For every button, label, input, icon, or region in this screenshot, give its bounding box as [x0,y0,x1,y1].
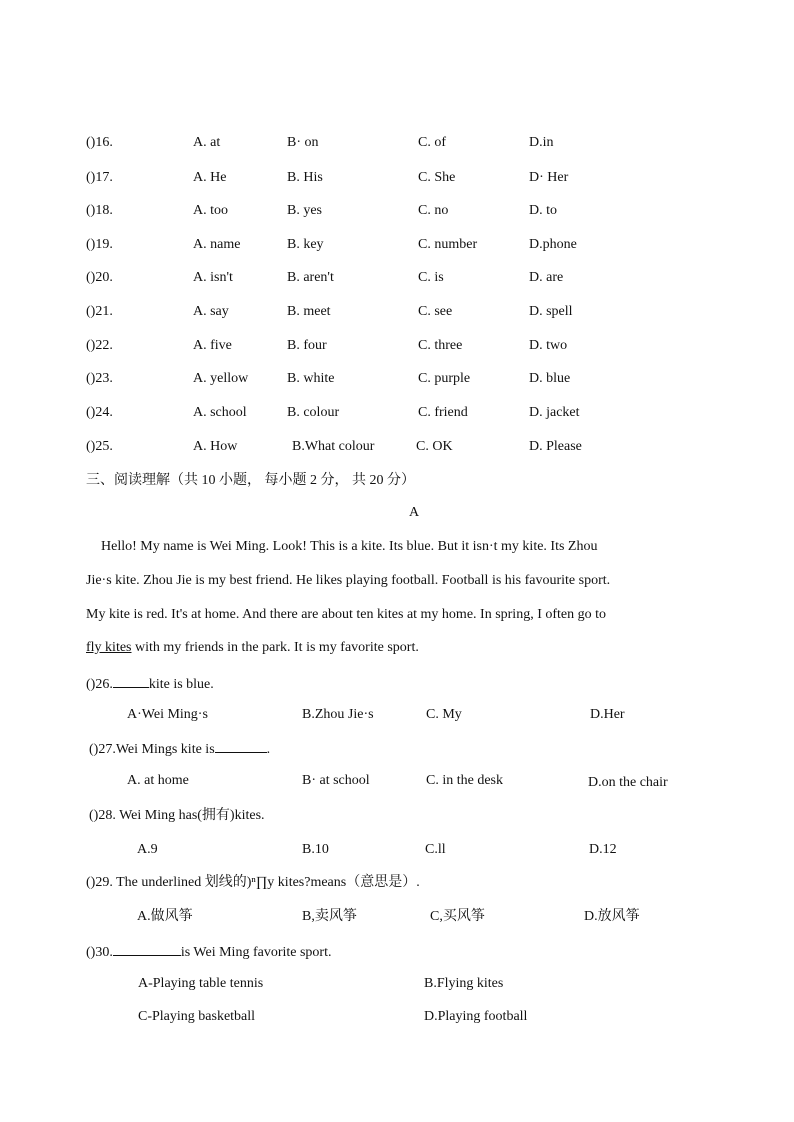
question-number: ()17. [86,170,113,185]
question-30-prefix: ()30. [86,945,113,960]
option-c[interactable]: C. see [418,304,453,319]
question-30-suffix: is Wei Ming favorite sport. [180,945,332,960]
option-a[interactable]: A-Playing table tennis [138,976,264,991]
question-number: ()23. [86,371,113,386]
question-26-suffix: kite is blue. [148,677,214,692]
option-c[interactable]: C,买风筝 [430,909,485,924]
answer-blank[interactable] [113,673,149,688]
option-a[interactable]: A. school [193,405,247,420]
option-b[interactable]: B. aren't [287,270,334,285]
question-30 [86,941,331,963]
option-a[interactable]: A. How [193,439,238,454]
question-number: ()24. [86,405,113,420]
option-d[interactable]: D. jacket [529,405,580,420]
option-c[interactable]: C. purple [418,371,471,386]
option-b[interactable]: B.10 [302,842,329,857]
option-b[interactable]: B.Flying kites [424,976,504,991]
option-a[interactable]: A. say [193,304,229,319]
question-26-prefix: ()26. [86,677,113,692]
option-d[interactable]: D.on the chair [588,775,668,790]
option-d[interactable]: D. are [529,270,564,285]
question-28-options [0,840,794,860]
question-27-options [0,771,794,791]
question-number: ()22. [86,338,113,353]
option-a[interactable]: A. at home [127,773,189,788]
option-b[interactable]: B· on [287,135,319,150]
option-d[interactable]: D.12 [589,842,617,857]
option-b[interactable]: B. yes [287,203,322,218]
option-a[interactable]: A.做风筝 [137,909,193,924]
cloze-row-23 [0,369,794,389]
option-d[interactable]: D.Playing football [424,1009,528,1024]
question-27-prefix: ()27.Wei Mings kite is [89,742,215,757]
passage-line-3: My kite is red. It's at home. And there are about ten kites at my home. In spring, I often go to [86,607,607,622]
option-d[interactable]: D· Her [529,170,569,185]
option-b[interactable]: B. colour [287,405,340,420]
question-number: ()18. [86,203,113,218]
option-c[interactable]: C. of [418,135,446,150]
option-c[interactable]: C. friend [418,405,468,420]
option-a[interactable]: A. five [193,338,232,353]
cloze-row-19 [0,235,794,255]
cloze-row-16 [0,133,794,153]
passage-line-1: Hello! My name is Wei Ming. Look! This is a kite. Its blue. But it isn·t my kite. Its Zhou [101,539,598,554]
option-b[interactable]: B. meet [287,304,331,319]
option-d[interactable]: D.phone [529,237,577,252]
option-d[interactable]: D. blue [529,371,571,386]
answer-blank[interactable] [215,738,267,753]
option-b[interactable]: B· at school [302,773,370,788]
option-d[interactable]: D.in [529,135,554,150]
option-b[interactable]: B. white [287,371,335,386]
cloze-row-21 [0,302,794,322]
question-26 [86,673,214,695]
option-a[interactable]: A·Wei Ming·s [127,707,208,722]
option-b[interactable]: B,卖风筝 [302,909,357,924]
cloze-row-20 [0,268,794,288]
option-a[interactable]: A. yellow [193,371,249,386]
option-a[interactable]: A. He [193,170,227,185]
option-a[interactable]: A. name [193,237,241,252]
option-d[interactable]: D. spell [529,304,573,319]
cloze-row-18 [0,201,794,221]
underlined-phrase: fly kites [86,640,132,655]
option-c[interactable]: C. She [418,170,456,185]
question-number: ()25. [86,439,113,454]
question-29: ()29. The underlined 划线的)ⁿ∏y kites?means（意思是）. [86,875,420,890]
question-30-options-row-2 [0,1007,794,1027]
passage-line-2: Jie·s kite. Zhou Jie is my best friend. He likes playing football. Football is his favourite sport. [86,573,611,588]
question-27-suffix: . [266,742,271,757]
cloze-row-22 [0,336,794,356]
option-b[interactable]: B.What colour [292,439,375,454]
option-a[interactable]: A.9 [137,842,158,857]
option-c[interactable]: C. number [418,237,478,252]
option-c[interactable]: C. is [418,270,444,285]
option-d[interactable]: D. Please [529,439,582,454]
passage-title: A [408,505,420,520]
option-b[interactable]: B. His [287,170,323,185]
option-c[interactable]: C-Playing basketball [138,1009,256,1024]
passage-line-4 [86,638,419,658]
answer-blank[interactable] [113,941,181,956]
option-c[interactable]: C. OK [416,439,453,454]
cloze-row-24 [0,403,794,423]
option-d[interactable]: D.Her [590,707,625,722]
cloze-row-17 [0,168,794,188]
option-c[interactable]: C. no [418,203,449,218]
question-number: ()19. [86,237,113,252]
option-d[interactable]: D. to [529,203,557,218]
option-a[interactable]: A. isn't [193,270,233,285]
option-c[interactable]: C. My [426,707,462,722]
option-d[interactable]: D.放风筝 [584,909,640,924]
question-number: ()21. [86,304,113,319]
option-c[interactable]: C.ll [425,842,446,857]
passage-line-4-rest: with my friends in the park. It is my favorite sport. [131,640,419,655]
question-29-options [0,907,794,927]
option-a[interactable]: A. too [193,203,228,218]
option-c[interactable]: C. in the desk [426,773,503,788]
section-heading: 三、阅读理解（共 10 小题， 每小题 2 分， 共 20 分） [86,473,415,488]
option-c[interactable]: C. three [418,338,463,353]
question-27 [89,738,270,760]
option-b[interactable]: B. four [287,338,327,353]
question-28: ()28. Wei Ming has(拥有)kites. [89,808,265,823]
question-30-options-row-1 [0,974,794,994]
option-b[interactable]: B.Zhou Jie·s [302,707,374,722]
option-b[interactable]: B. key [287,237,324,252]
question-number: ()20. [86,270,113,285]
question-number: ()16. [86,135,113,150]
cloze-row-25 [0,437,794,457]
option-d[interactable]: D. two [529,338,568,353]
question-26-options [0,705,794,725]
option-a[interactable]: A. at [193,135,221,150]
